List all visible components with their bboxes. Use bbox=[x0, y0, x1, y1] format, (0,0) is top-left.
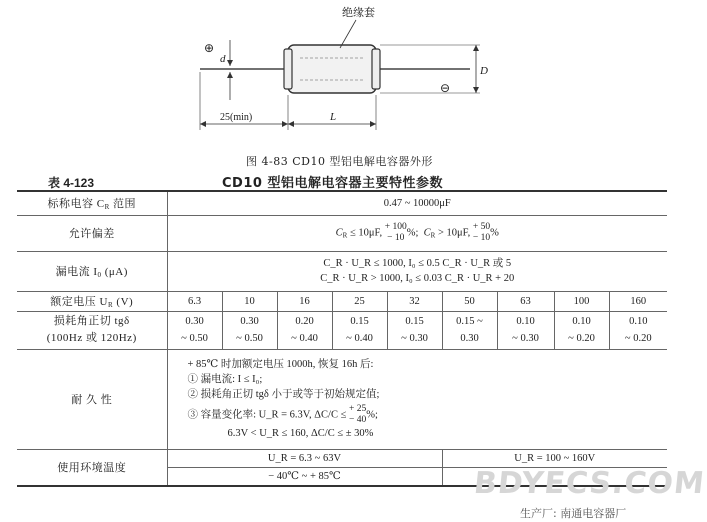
loss-cell: 0.10 ~ 0.30 bbox=[497, 311, 554, 349]
voltage-cell: 160 bbox=[609, 291, 667, 311]
tolerance-value: $C_R \le 10\mu F$, + 100 − 10 %; $C_R > 10\mu F$, + 50 − 10% bbox=[167, 215, 667, 251]
durability-label: 耐 久 性 bbox=[17, 349, 167, 449]
table-title: CD10 型铝电解电容器主要特性参数 bbox=[222, 176, 443, 191]
leakage-value: C_R · U_R ≤ 1000, I₀ ≤ 0.5 C_R · U_R 或 5 C_R · U_R > 1000, I₀ ≤ 0.03 C_R · U_R + 20 bbox=[167, 251, 667, 291]
plus-sign-icon: ⊕ bbox=[204, 41, 215, 55]
dim-D-label: D bbox=[480, 65, 488, 77]
voltage-cell: 50 bbox=[442, 291, 497, 311]
tolerance-label: 允许偏差 bbox=[17, 215, 167, 251]
row-voltage bbox=[17, 291, 667, 311]
cap-range-value: 0.47 ~ 10000μF bbox=[167, 191, 667, 215]
voltage-cell: 100 bbox=[554, 291, 609, 311]
loss-cell: 0.20 ~ 0.40 bbox=[277, 311, 332, 349]
loss-cell: 0.10 ~ 0.20 bbox=[554, 311, 609, 349]
voltage-cell: 16 bbox=[277, 291, 332, 311]
loss-cell: 0.10 ~ 0.20 bbox=[609, 311, 667, 349]
watermark: BDYECS.COM bbox=[472, 466, 707, 501]
env-temp-high: U_R = 100 ~ 160V bbox=[442, 449, 667, 486]
voltage-cell: 32 bbox=[387, 291, 442, 311]
row-leakage bbox=[17, 251, 667, 291]
loss-cell: 0.15 ~ 0.40 bbox=[332, 311, 387, 349]
loss-cell: 0.15 ~ 0.30 bbox=[387, 311, 442, 349]
loss-cell: 0.30 ~ 0.50 bbox=[222, 311, 277, 349]
dim-L-label: L bbox=[330, 111, 337, 123]
capacitor-outline-drawing bbox=[180, 0, 510, 140]
sleeve-label: 绝缘套 bbox=[342, 6, 375, 19]
voltage-cell: 10 bbox=[222, 291, 277, 311]
spec-table bbox=[17, 190, 667, 487]
loss-cell: 0.30 ~ 0.50 bbox=[167, 311, 222, 349]
manufacturer-note: 生产厂: 南通电容器厂 bbox=[520, 507, 627, 520]
durability-value: + 85℃ 时加额定电压 1000h, 恢复 16h 后: ① 漏电流: I ≤ I₀; ② 损耗角正切 tgδ 小于或等于初始规定值; ③ 容量变化率: U_R = 6.3V, ΔC/C ≤ + 25 − 40%; 6.3V < U_R ≤ 160, ΔC/C ≤ ± 30% bbox=[167, 349, 667, 449]
figure-caption: 图 4-83 CD10 型铝电解电容器外形 bbox=[246, 155, 433, 168]
env-temp-label: 使用环境温度 bbox=[17, 449, 167, 486]
voltage-cell: 63 bbox=[497, 291, 554, 311]
voltage-label: 额定电压 $U_R$ (V) bbox=[17, 291, 167, 311]
dim-d-label: d bbox=[220, 53, 226, 65]
loss-label: 损耗角正切 tgδ (100Hz 或 120Hz) bbox=[17, 311, 167, 349]
env-temp-low: U_R = 6.3 ~ 63V − 40℃ ~ + 85℃ bbox=[167, 449, 442, 486]
table-number: 表 4-123 bbox=[48, 176, 95, 190]
minus-sign-icon: ⊖ bbox=[440, 81, 451, 95]
dim-lead-label: 25(min) bbox=[220, 112, 253, 123]
row-cap-range bbox=[17, 191, 667, 215]
voltage-cell: 25 bbox=[332, 291, 387, 311]
cap-range-label: 标称电容 $C_R$ 范围 bbox=[17, 191, 167, 215]
voltage-cell: 6.3 bbox=[167, 291, 222, 311]
row-durability bbox=[17, 349, 667, 449]
loss-cell: 0.15 ~ 0.30 bbox=[442, 311, 497, 349]
leakage-label: 漏电流 $I_0$ (μA) bbox=[17, 251, 167, 291]
row-tolerance bbox=[17, 215, 667, 251]
row-loss-tangent bbox=[17, 311, 667, 349]
